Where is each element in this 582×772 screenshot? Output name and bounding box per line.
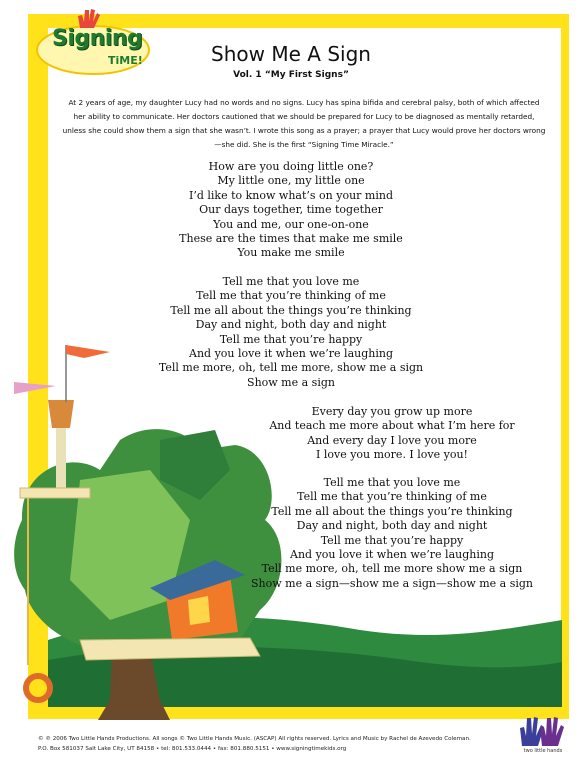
lyric-line: And every day I love you more	[307, 433, 477, 447]
lyric-line: Tell me more, oh, tell me more, show me a sign	[158, 361, 424, 375]
page-subtitle: Vol. 1 “My First Signs”	[233, 70, 349, 80]
treehouse-platform	[80, 638, 260, 660]
lyric-line: Show me a sign	[247, 375, 335, 389]
lyric-line: You and me, our one-on-one	[213, 217, 369, 231]
lyric-line: You make me smile	[237, 246, 345, 260]
lookout-platform	[20, 488, 90, 498]
copyright-line: © ℗ 2006 Two Little Hands Productions. All songs © Two Little Hands Music. (ASCAP) All rights reserved. Lyrics and Music by Rachel de Azevedo Coleman.	[38, 736, 471, 742]
lyric-line: How are you doing little one?	[208, 160, 374, 173]
stanza-1	[0, 160, 582, 261]
lyric-line: Show me a sign—show me a sign—show me a sign	[250, 576, 534, 590]
logo-subword: TiME!	[108, 54, 143, 67]
lyric-line: I love you more. I love you!	[316, 448, 468, 462]
lyric-line: Tell me all about the things you’re thinking	[170, 303, 412, 317]
lyric-line: And you love it when we’re laughing	[290, 548, 494, 562]
lyric-line: I’d like to know what’s on your mind	[189, 188, 393, 202]
logo-wordmark: Signing	[52, 26, 143, 51]
lyric-line: Tell me that you’re thinking of me	[297, 490, 487, 504]
page-title: Show Me A Sign	[211, 42, 371, 66]
stanza-4	[196, 476, 582, 591]
lookout-pole	[56, 420, 66, 490]
lyric-line: Day and night, both day and night	[296, 519, 488, 533]
treehouse-door	[188, 596, 210, 625]
lyric-line: Tell me that you’re happy	[320, 533, 464, 547]
lyric-line: Tell me that you love me	[222, 275, 360, 288]
stanza-3	[196, 405, 582, 463]
lyric-line: Our days together, time together	[199, 203, 383, 217]
tire-swing-icon	[26, 676, 50, 700]
lyric-line: Tell me that you’re thinking of me	[196, 289, 386, 303]
lyric-line: Tell me that you love me	[323, 476, 461, 489]
stanza-2	[0, 275, 582, 390]
lyric-line: Tell me that you’re happy	[219, 332, 363, 346]
lyric-line: Day and night, both day and night	[195, 318, 387, 332]
lyric-line: These are the times that make me smile	[179, 232, 403, 246]
lyric-line: My little one, my little one	[217, 174, 365, 188]
lyric-line: Every day you grow up more	[311, 405, 473, 418]
lookout-basket	[48, 400, 74, 428]
copyright-footer	[38, 734, 498, 754]
lyric-line: Tell me all about the things you’re thinking	[271, 504, 513, 518]
publisher-name: two little hands	[523, 748, 563, 754]
intro-paragraph: At 2 years of age, my daughter Lucy had no words and no signs. Lucy has spina bifida and cerebral palsy, both of which affected her ability to communicate. Her doctors cautioned that we should be prepared for Lucy to be diagnosed as mentally retarded, unless she could show them a sign that she wasn’t. I wrote this song as a prayer; a prayer that Lucy would prove her doctors wrong—she did. She is the first “Signing Time Miracle.”	[62, 98, 546, 149]
lyric-line: And teach me more about what I’m here for	[269, 419, 515, 433]
lyric-line: And you love it when we’re laughing	[189, 347, 393, 361]
contact-line: P.O. Box 581037 Salt Lake City, UT 84158 • tel: 801.533.0444 • fax: 801.880.5151 • www.signingtimekids.org	[38, 746, 347, 752]
lyric-line: Tell me more, oh, tell me more show me a sign	[261, 562, 523, 576]
